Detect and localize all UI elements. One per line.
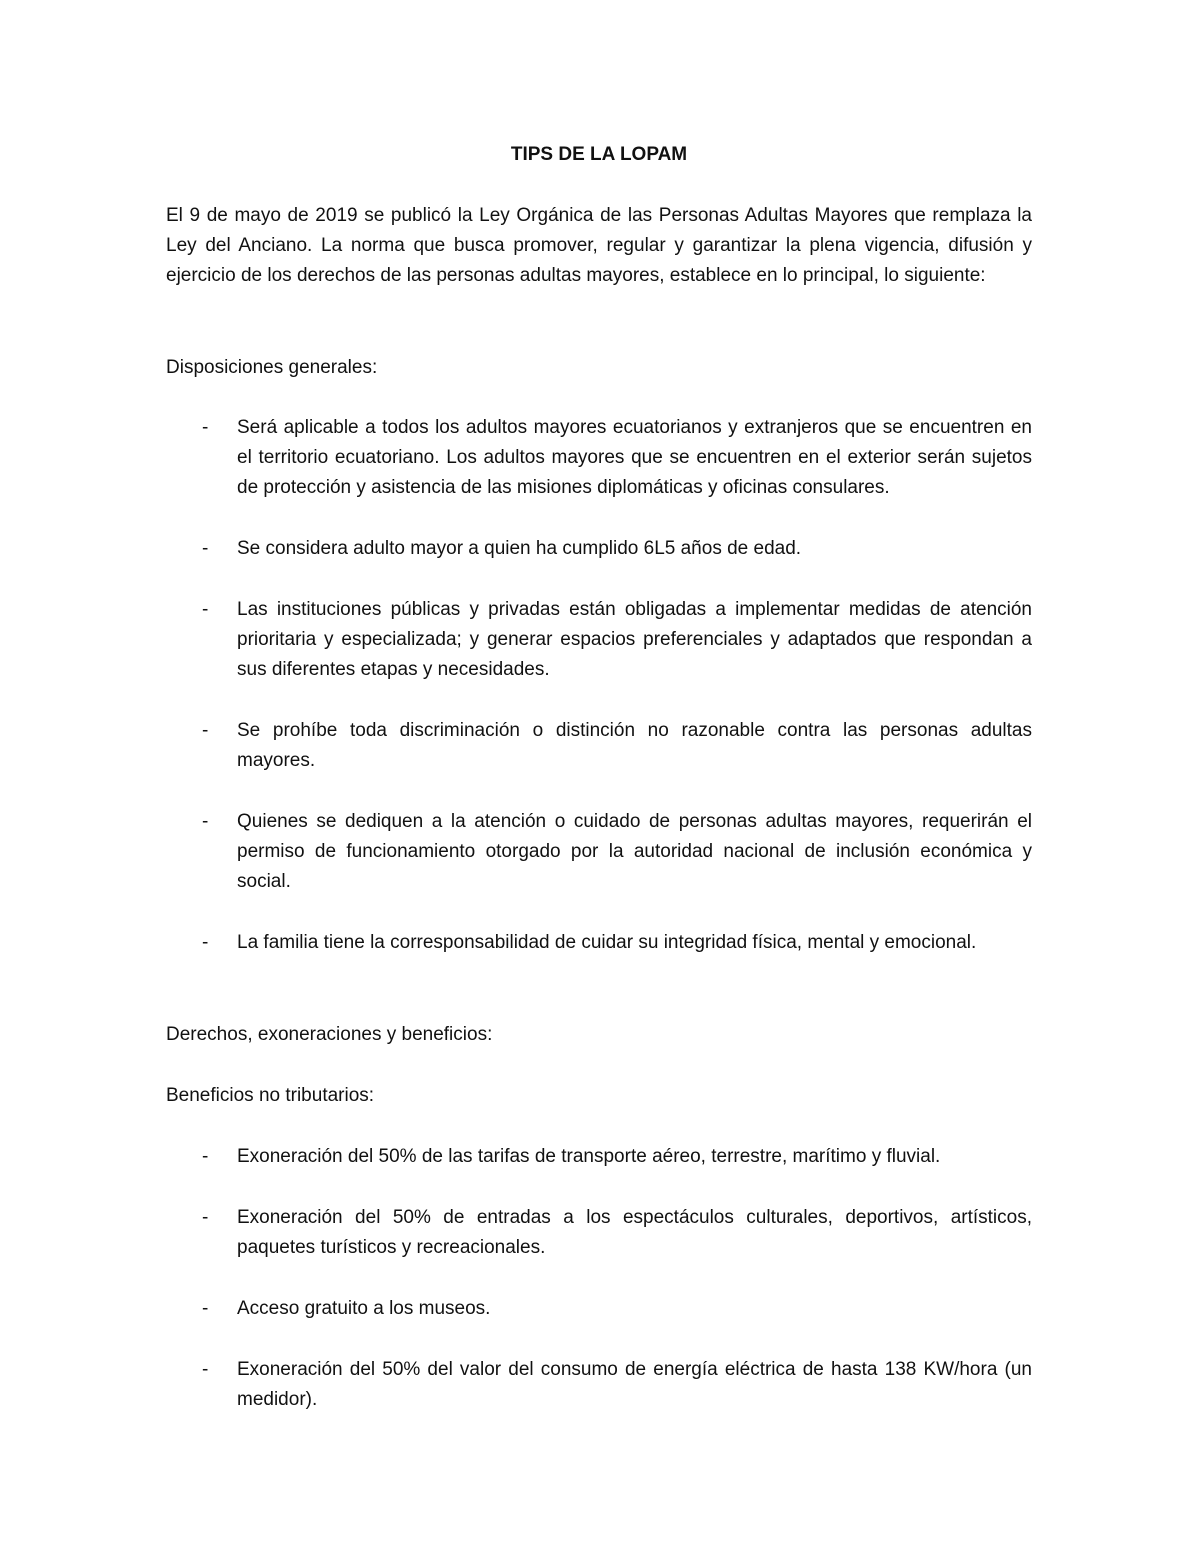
spacer <box>166 1050 1032 1081</box>
intro-paragraph: El 9 de mayo de 2019 se publicó la Ley Orgánica de las Personas Adultas Mayores que remplaza la Ley del Anciano. La norma que busca promover, regular y garantizar la plena vigencia, difusión y ejercicio de los derechos de las personas adultas mayores, establece en lo principal, lo siguiente: <box>166 205 1032 286</box>
bullet-dash: - <box>202 538 209 559</box>
list-item <box>166 928 1032 958</box>
list-item <box>166 413 1032 503</box>
spacer <box>166 291 1032 353</box>
list-item-text: Se considera adulto mayor a quien ha cumplido 6L5 años de edad. <box>237 538 802 559</box>
list-item <box>166 1203 1032 1263</box>
bullet-dash: - <box>202 1146 209 1167</box>
benefits-list <box>166 1142 1032 1415</box>
bullet-dash: - <box>202 1298 209 1319</box>
bullet-dash: - <box>202 599 209 620</box>
section-heading-rights: Derechos, exoneraciones y beneficios: <box>166 1024 493 1045</box>
bullet-dash: - <box>202 811 209 832</box>
list-item-text: Exoneración del 50% del valor del consumo de energía eléctrica de hasta 138 KW/hora (un medidor). <box>237 1359 1032 1410</box>
list-item-text: Acceso gratuito a los museos. <box>237 1298 491 1319</box>
list-item-text: Se prohíbe toda discriminación o distinción no razonable contra las personas adultas mayores. <box>237 720 1032 771</box>
document-title: TIPS DE LA LOPAM <box>510 144 688 165</box>
list-item <box>166 1355 1032 1415</box>
bullet-dash: - <box>202 932 209 953</box>
document-page <box>166 140 1032 1415</box>
section-heading-general: Disposiciones generales: <box>166 357 378 378</box>
spacer <box>166 958 1032 1020</box>
list-item-text: Exoneración del 50% de las tarifas de transporte aéreo, terrestre, marítimo y fluvial. <box>237 1146 941 1167</box>
list-item-text: Quienes se dediquen a la atención o cuidado de personas adultas mayores, requerirán el permiso de funcionamiento otorgado por la autoridad nacional de inclusión económica y social. <box>237 811 1032 892</box>
list-item-text: Exoneración del 50% de entradas a los espectáculos culturales, deportivos, artísticos, paquetes turísticos y recreacionales. <box>237 1207 1032 1258</box>
list-item <box>166 595 1032 685</box>
list-item-text: Será aplicable a todos los adultos mayores ecuatorianos y extranjeros que se encuentren en el territorio ecuatoriano. Los adultos mayores que se encuentren en el exterior serán sujetos de protección y asistencia de las misiones diplomáticas y oficinas consulares. <box>237 417 1032 498</box>
list-item <box>166 1142 1032 1172</box>
spacer <box>166 1111 1032 1142</box>
bullet-dash: - <box>202 1359 209 1380</box>
list-item <box>166 534 1032 564</box>
list-item-text: La familia tiene la corresponsabilidad de cuidar su integridad física, mental y emocional. <box>237 932 977 953</box>
bullet-dash: - <box>202 720 209 741</box>
list-item <box>166 807 1032 897</box>
list-item <box>166 716 1032 776</box>
list-item <box>166 1294 1032 1324</box>
section-subheading-non-tax: Beneficios no tributarios: <box>166 1085 375 1106</box>
spacer <box>166 383 1032 413</box>
list-item-text: Las instituciones públicas y privadas están obligadas a implementar medidas de atención prioritaria y especializada; y generar espacios preferenciales y adaptados que respondan a sus diferentes etapas y necesidades. <box>237 599 1032 680</box>
bullet-dash: - <box>202 1207 209 1228</box>
bullet-dash: - <box>202 417 209 438</box>
general-provisions-list <box>166 413 1032 958</box>
